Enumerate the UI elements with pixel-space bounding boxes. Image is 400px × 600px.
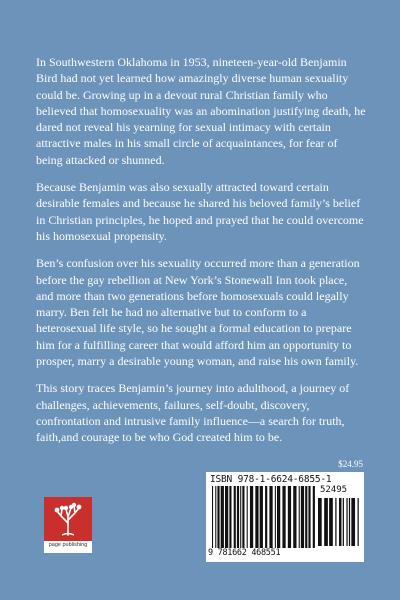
barcode-bar [313, 486, 315, 548]
blurb-paragraph-3: Ben’s confusion over his sexuality occurred more than a generation before the gay rebellion at New York’s Stonewall Inn took place, and more than two generations before homosexuals could legally marry. Ben felt he had no alternative but to conform to a heterosexual life style, so he sought a formal education to prepare him for a fulfilling career that would afford him an opportunity to prosper, marry a desirable young woman, and raise his own family. [36, 256, 360, 369]
barcode-bar [346, 498, 347, 546]
barcode-bar [215, 486, 216, 548]
isbn-label: ISBN 978-1-6624-6855-1 [210, 474, 332, 485]
barcode-bar [250, 486, 253, 548]
barcode-bar [237, 486, 239, 548]
ean-barcode-bars [212, 486, 316, 548]
barcode-bar [351, 498, 355, 546]
barcode-bar [301, 486, 304, 548]
barcode-bar [265, 486, 267, 548]
barcode-bar [275, 486, 276, 548]
barcode-bar [329, 498, 333, 546]
barcode-bar [277, 486, 280, 548]
barcode-bar [288, 486, 291, 548]
barcode-bar [308, 486, 310, 548]
barcode-bar [242, 486, 244, 548]
blurb-paragraph-1: In Southwestern Oklahoma in 1953, nineteen-year-old Benjamin Bird had not yet learned how amazingly diverse human sexuality could be. Growing up in a devout rural Christian family who believed that homosexuality was an abomination justifying death, he dared not reveal his yearning for sexual intimacy with certain attractive males in his small circle of acquaintances, for fear of being attacked or shunned. [36, 55, 366, 167]
barcode-bar [269, 486, 272, 548]
barcode-bar [299, 486, 300, 548]
ean-number: 9 781662 468551 [208, 548, 281, 558]
tree-icon [44, 497, 92, 541]
barcode-bar [260, 486, 263, 548]
addon-barcode-bars [318, 498, 360, 546]
blurb-paragraph-4: This story traces Benjamin’s journey into adulthood, a journey of challenges, achievements, failures, self-doubt, discovery, confrontation and intrusive family influence—a search for truth, faith,and courage to be who God created him to be. [36, 381, 350, 445]
back-cover-blurb [36, 54, 366, 457]
barcode-bar [358, 498, 359, 546]
barcode-bar [234, 486, 236, 548]
barcode-bar [212, 486, 213, 548]
barcode-bar [335, 498, 336, 546]
publisher-logo [44, 497, 92, 553]
barcode-bar [229, 486, 231, 548]
barcode-bar [240, 486, 241, 548]
price-label: $24.95 [338, 459, 363, 469]
isbn-barcode [206, 472, 364, 562]
barcode-bar [305, 486, 307, 548]
barcode-bar [247, 486, 248, 548]
publisher-name: page publishing [48, 542, 88, 548]
barcode-bar [282, 486, 285, 548]
barcode-bar [221, 486, 224, 548]
barcode-bar [324, 498, 328, 546]
barcode-bar [318, 498, 322, 546]
publisher-logo-mark [44, 497, 92, 541]
price-addon-number: 52495 [320, 485, 348, 495]
barcode-bar [225, 486, 228, 548]
barcode-bar [339, 498, 341, 546]
barcode-bar [343, 498, 344, 546]
barcode-bar [255, 486, 258, 548]
barcode-bar [217, 486, 219, 548]
barcode-bar [293, 486, 296, 548]
barcode-bar [349, 498, 350, 546]
blurb-paragraph-2: Because Benjamin was also sexually attracted toward certain desirable females and because he shared his beloved family’s belief in Christian principles, he hoped and prayed that he could overcome his homosexual propensity. [36, 180, 364, 243]
